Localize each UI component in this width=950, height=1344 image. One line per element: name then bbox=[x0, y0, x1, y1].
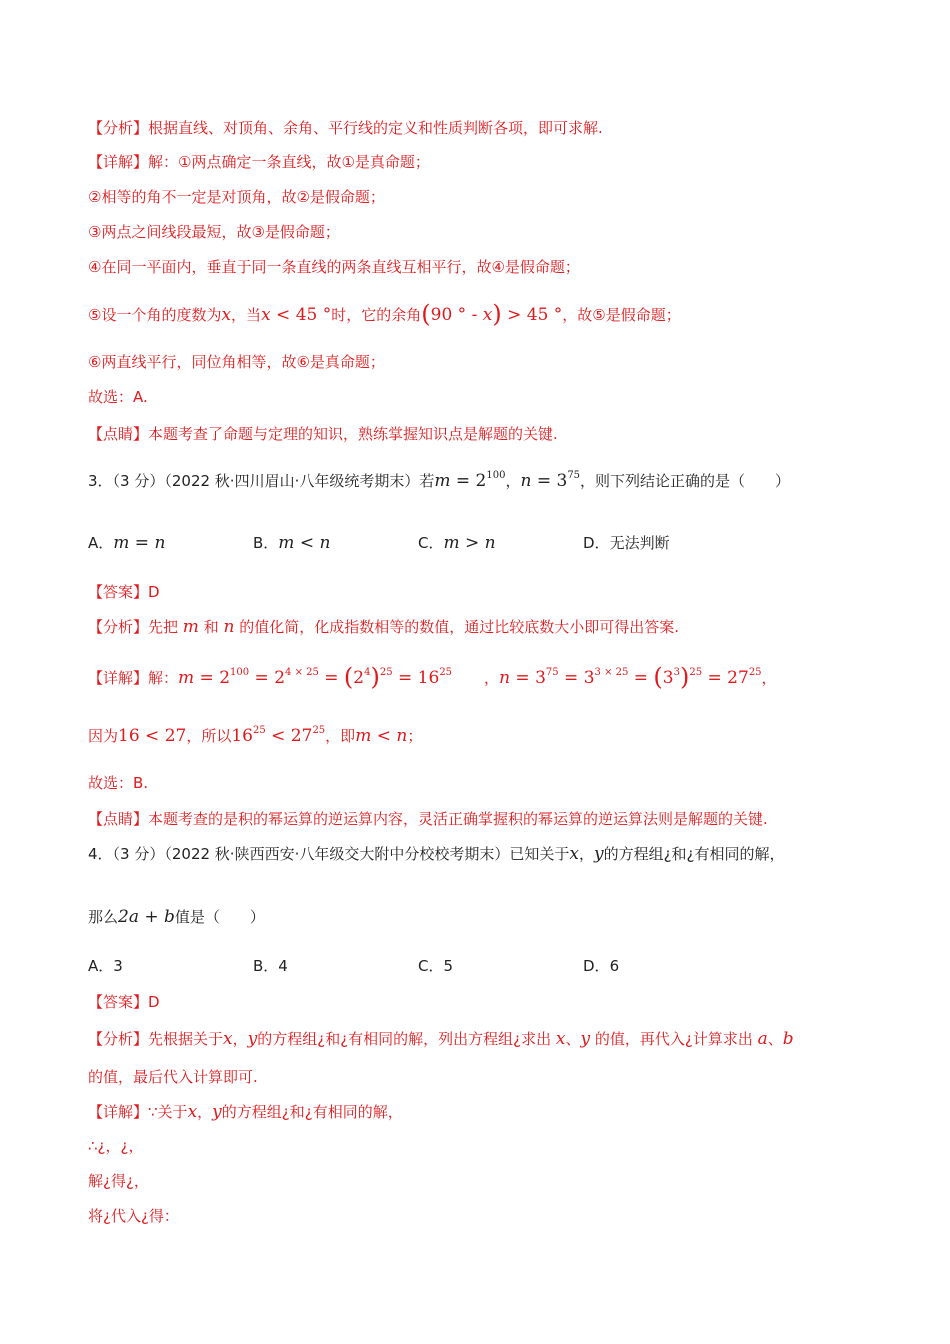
q4-stem-b: 的方程组¿和¿有相同的解， bbox=[603, 845, 785, 863]
base: 2 bbox=[353, 668, 365, 688]
line5-text-a: ⑤设一个角的度数为 bbox=[88, 306, 222, 324]
q4-analysis-line2: 的值，最后代入计算即可. bbox=[88, 1068, 258, 1086]
q2-line3: ③两点之间线段最短，故③是假命题； bbox=[88, 223, 340, 241]
q4-option-b[interactable] bbox=[253, 955, 288, 977]
q2-line4: ④在同一平面内，垂直于同一条直线的两条直线互相平行，故④是假命题； bbox=[88, 258, 580, 276]
q4-answer bbox=[88, 991, 160, 1013]
option-label: D． bbox=[583, 957, 610, 975]
var-y: y bbox=[580, 1029, 591, 1049]
base: 3 bbox=[535, 668, 546, 688]
analysis-text: 的值化简，化成指数相等的数值，通过比较底数大小即可得出答案. bbox=[234, 618, 679, 636]
inequality: 16 < 27 bbox=[118, 726, 187, 746]
relation: > bbox=[459, 533, 485, 553]
var-x: x bbox=[261, 305, 271, 325]
var-m: m bbox=[278, 533, 295, 553]
exp: 75 bbox=[545, 667, 559, 678]
comment-tag: 【点睛】 bbox=[88, 425, 149, 443]
sep: 、 bbox=[565, 1030, 581, 1048]
relation: < bbox=[294, 533, 320, 553]
q3-because bbox=[88, 725, 422, 747]
base: 27 bbox=[290, 726, 313, 746]
complement-expr: 90 ° - bbox=[430, 305, 483, 325]
comment-text: 本题考查的是积的幂运算的逆运算内容，灵活正确掌握积的幂运算的逆运算法则是解题的关键. bbox=[148, 810, 768, 828]
var-n: n bbox=[154, 533, 166, 553]
eq-sign: = bbox=[558, 668, 584, 688]
q4-stem2-a: 那么 bbox=[88, 908, 119, 926]
q4-analysis bbox=[88, 1028, 794, 1050]
q3-detail bbox=[88, 663, 777, 691]
q2-comment bbox=[88, 423, 558, 445]
relation: = bbox=[129, 533, 155, 553]
q3-choice: 故选：B. bbox=[88, 774, 149, 792]
exp: 3 bbox=[673, 667, 680, 678]
analysis-text: 先根据关于 bbox=[148, 1030, 224, 1048]
because-text: 因为 bbox=[88, 727, 119, 745]
sep: ， bbox=[505, 472, 521, 490]
q2-detail bbox=[88, 151, 430, 173]
eq-sign: = bbox=[249, 668, 275, 688]
sep: ， bbox=[232, 1030, 248, 1048]
q3-stem-b: ，则下列结论正确的是（ ） bbox=[580, 472, 791, 490]
sep: ， bbox=[484, 669, 500, 687]
base: 2 bbox=[219, 668, 231, 688]
q4-therefore: ∴¿，¿， bbox=[88, 1137, 144, 1155]
exp: 25 bbox=[379, 667, 393, 678]
n-exp: 75 bbox=[567, 470, 581, 481]
q3-stem-a: 3．（3 分）（2022 秋·四川眉山·八年级统考期末）若 bbox=[88, 472, 435, 490]
option-text: 4 bbox=[278, 957, 288, 975]
expr-2a-b: 2a + b bbox=[118, 907, 175, 927]
eq-sign: = bbox=[628, 668, 654, 688]
var-m: m bbox=[113, 533, 130, 553]
detail-text: ∵关于 bbox=[148, 1103, 188, 1121]
q3-comment bbox=[88, 808, 768, 830]
exp: 25 bbox=[748, 667, 762, 678]
analysis-text: 和 bbox=[198, 618, 224, 636]
option-label: A． bbox=[88, 957, 114, 975]
q4-stem bbox=[88, 843, 785, 865]
q4-stem-line2 bbox=[88, 906, 265, 928]
detail-tag: 【详解】 bbox=[88, 1103, 149, 1121]
analysis-text: 的值，再代入¿计算求出 bbox=[590, 1030, 758, 1048]
var-x: x bbox=[482, 305, 493, 325]
var-n: n bbox=[520, 471, 532, 491]
option-label: B． bbox=[253, 957, 279, 975]
q4-option-a[interactable] bbox=[88, 955, 123, 977]
q4-stem2-b: 值是（ ） bbox=[174, 908, 265, 926]
comment-tag: 【点睛】 bbox=[88, 810, 149, 828]
sep: ， bbox=[197, 1103, 213, 1121]
answer-value: D bbox=[148, 993, 160, 1011]
var-y: y bbox=[247, 1029, 258, 1049]
eq-sign: = bbox=[318, 668, 344, 688]
n-base: 3 bbox=[556, 471, 568, 491]
sep: ， bbox=[578, 845, 594, 863]
option-label: A． bbox=[88, 534, 114, 552]
line5-text-d: ，故⑤是假命题； bbox=[562, 306, 681, 324]
detail-tag: 【详解】 bbox=[88, 669, 149, 687]
exp: 25 bbox=[253, 725, 266, 736]
m-exp: 100 bbox=[486, 470, 506, 481]
base: 27 bbox=[727, 668, 749, 688]
because-text: ； bbox=[407, 727, 423, 745]
q3-stem bbox=[88, 470, 790, 492]
eq-sign: = bbox=[510, 668, 536, 688]
base: 16 bbox=[231, 726, 253, 746]
eq-sign: = bbox=[194, 668, 220, 688]
analysis-text: 的方程组¿和¿有相同的解，列出方程组¿求出 bbox=[257, 1030, 556, 1048]
analysis-text: 根据直线、对顶角、余角、平行线的定义和性质判断各项，即可求解. bbox=[148, 119, 603, 137]
exp: 4 bbox=[364, 667, 371, 678]
base: 16 bbox=[417, 668, 440, 688]
q3-option-b[interactable] bbox=[253, 532, 330, 554]
m-base: 2 bbox=[475, 471, 487, 491]
q2-line6: ⑥两直线平行，同位角相等，故⑥是真命题； bbox=[88, 353, 385, 371]
result: m < n bbox=[355, 726, 408, 746]
q4-option-c[interactable] bbox=[418, 955, 453, 977]
base: 2 bbox=[274, 668, 286, 688]
var-b: b bbox=[782, 1029, 794, 1049]
option-label: C． bbox=[418, 957, 444, 975]
var-x: x bbox=[555, 1029, 566, 1049]
lt-45: < 45 ° bbox=[270, 305, 332, 325]
var-n: n bbox=[499, 668, 511, 688]
var-m: m bbox=[182, 617, 199, 637]
answer-value: D bbox=[148, 583, 160, 601]
q2-choice: 故选：A. bbox=[88, 388, 148, 406]
q3-option-c[interactable] bbox=[418, 532, 496, 554]
calc-n: $n = 3^{75} = 3^{3 \times 25} = (3^3)^{25} = 27^{25}$ bbox=[499, 663, 762, 691]
var-m: m bbox=[434, 471, 451, 491]
option-text: 无法判断 bbox=[609, 534, 670, 552]
detail-text: 解： bbox=[148, 669, 179, 687]
analysis-text: 先把 bbox=[148, 618, 183, 636]
var-a: a bbox=[757, 1029, 768, 1049]
option-label: D． bbox=[583, 534, 610, 552]
because-text: ，所以 bbox=[186, 727, 232, 745]
eq-sign: = bbox=[392, 668, 418, 688]
option-label: B． bbox=[253, 534, 279, 552]
answer-tag: 【答案】 bbox=[88, 993, 149, 1011]
exp: 25 bbox=[439, 667, 453, 678]
q4-stem-a: 4．（3 分）（2022 秋·陕西西安·八年级交大附中分校校考期末）已知关于 bbox=[88, 845, 570, 863]
var-x: x bbox=[187, 1102, 198, 1122]
eq-sign: = bbox=[531, 471, 557, 491]
base: 3 bbox=[583, 668, 595, 688]
exp: 25 bbox=[312, 725, 326, 736]
q3-option-a[interactable] bbox=[88, 532, 165, 554]
var-n: n bbox=[319, 533, 331, 553]
option-text: 5 bbox=[443, 957, 454, 975]
q2-analysis bbox=[88, 117, 603, 139]
var-x: x bbox=[569, 844, 579, 864]
because-text: ，即 bbox=[325, 727, 356, 745]
var-n: n bbox=[223, 617, 235, 637]
option-label: C． bbox=[418, 534, 444, 552]
exp: 25 bbox=[689, 667, 703, 678]
q4-solve: 解¿得¿， bbox=[88, 1172, 149, 1190]
var-x: x bbox=[221, 305, 232, 325]
lt-sign: < bbox=[265, 726, 291, 746]
option-text: 6 bbox=[609, 957, 620, 975]
q4-substitute: 将¿代入¿得： bbox=[88, 1207, 179, 1225]
comment-text: 本题考查了命题与定理的知识，熟练掌握知识点是解题的关键. bbox=[148, 425, 558, 443]
q3-option-d[interactable] bbox=[583, 532, 670, 554]
option-text: 3 bbox=[113, 957, 123, 975]
var-x: x bbox=[223, 1029, 233, 1049]
exp: 100 bbox=[230, 667, 250, 678]
sep: ， bbox=[761, 669, 777, 687]
detail-tag: 【详解】 bbox=[88, 153, 149, 171]
var-m: m bbox=[443, 533, 460, 553]
var-y: y bbox=[212, 1102, 222, 1122]
var-n: n bbox=[484, 533, 496, 553]
analysis-tag: 【分析】 bbox=[88, 618, 149, 636]
q2-line2: ②相等的角不一定是对顶角，故②是假命题； bbox=[88, 188, 385, 206]
q4-option-d[interactable] bbox=[583, 955, 619, 977]
calc-m: $m = 2^{100} = 2^{4 \times 25} = (2^4)^{25} = 16^{25}$ bbox=[178, 663, 453, 691]
base: 3 bbox=[662, 668, 674, 688]
line5-text-b: ，当 bbox=[231, 306, 262, 324]
q3-answer bbox=[88, 581, 160, 603]
detail-text: 解：①两点确定一条直线，故①是真命题； bbox=[148, 153, 430, 171]
exp: 4 × 25 bbox=[285, 667, 319, 678]
var-m: m bbox=[178, 668, 195, 688]
exp: 3 × 25 bbox=[594, 667, 629, 678]
gt-45: > 45 ° bbox=[501, 305, 563, 325]
eq-sign: = bbox=[450, 471, 476, 491]
analysis-tag: 【分析】 bbox=[88, 1030, 149, 1048]
eq-sign: = bbox=[702, 668, 728, 688]
analysis-tag: 【分析】 bbox=[88, 119, 149, 137]
detail-text: 的方程组¿和¿有相同的解， bbox=[221, 1103, 403, 1121]
q4-detail bbox=[88, 1101, 403, 1123]
answer-tag: 【答案】 bbox=[88, 583, 149, 601]
sep: 、 bbox=[767, 1030, 783, 1048]
q2-line5: ⑤设一个角的度数为x，当x < 45 °时，它的余角(90 ° - x) > 45 °，故⑤是假命题； bbox=[88, 300, 681, 328]
q3-analysis bbox=[88, 616, 679, 638]
var-y: y bbox=[593, 844, 604, 864]
line5-text-c: 时，它的余角 bbox=[331, 306, 422, 324]
